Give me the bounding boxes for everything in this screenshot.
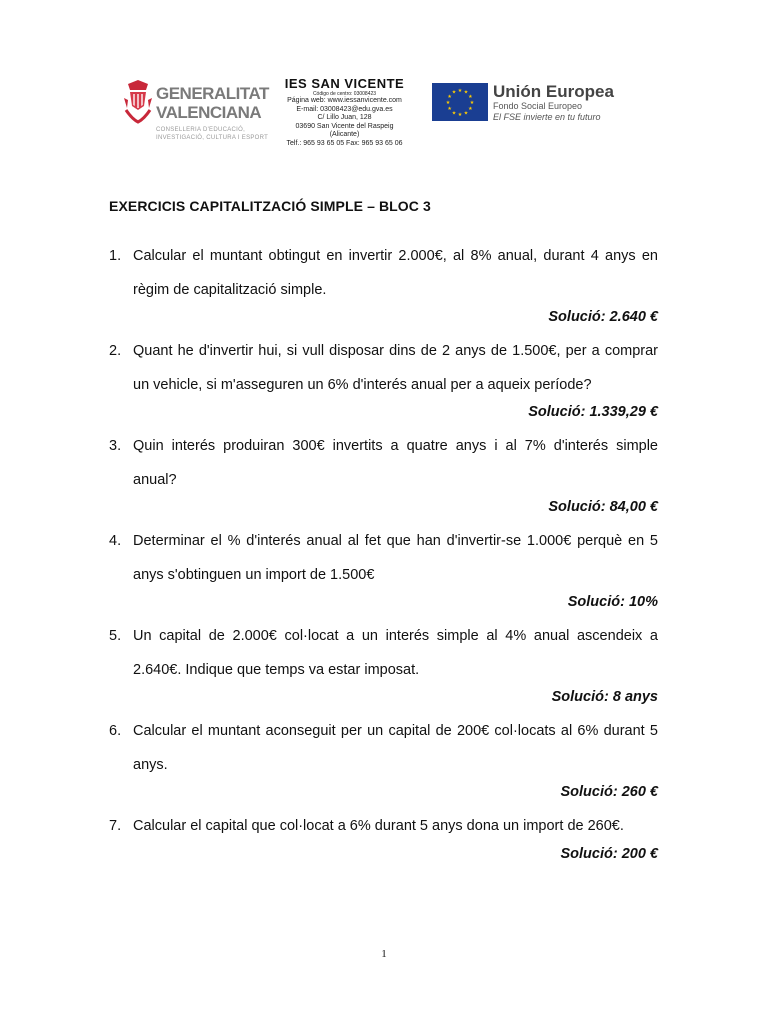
exercise-number: 7.: [109, 818, 122, 834]
exercise-text: Calcular el muntant obtingut en invertir 2.000€, al 8% anual, durant 4 anys en règim de capitalització simple.: [133, 248, 658, 298]
generalitat-emblem-icon: [124, 80, 152, 124]
exercise-text: Determinar el % d'interés anual al fet que han d'invertir-se 1.000€ perquè en 5 anys s'obtinguen un import de 1.500€: [133, 533, 658, 583]
exercise-number: 3.: [109, 438, 122, 454]
exercise-text: Calcular el muntant aconseguit per un capital de 200€ col·locats al 6% durant 5 anys.: [133, 723, 658, 773]
exercise-solution: Solució: 1.339,29 €: [528, 404, 658, 420]
eu-title: Unión Europea: [493, 82, 614, 101]
school-info: [272, 76, 417, 148]
eu-star-icon: ★: [463, 89, 469, 96]
eu-logo-text: [493, 82, 614, 123]
eu-star-icon: ★: [457, 112, 463, 118]
page-header: [0, 70, 768, 160]
eu-star-icon: ★: [468, 106, 473, 112]
generalitat-name-line2: VALENCIANA: [156, 103, 262, 122]
eu-subtitle: Fondo Social Europeo: [493, 101, 583, 111]
exercise-number: 4.: [109, 533, 122, 549]
exercise-item: [109, 240, 658, 327]
exercise-solution: Solució: 8 anys: [551, 689, 658, 705]
eu-star-icon: ★: [463, 110, 469, 117]
generalitat-logo: [124, 76, 269, 156]
school-phone: Telf.: 965 93 65 05 Fax: 965 93 65 06: [286, 139, 403, 147]
school-city: 03690 San Vicente del Raspeig: [295, 122, 394, 130]
exercise-number: 5.: [109, 628, 122, 644]
exercise-item: [109, 430, 658, 517]
school-web: Página web: www.iessanvicente.com: [287, 97, 402, 104]
eu-star-icon: ★: [447, 94, 452, 100]
eu-star-icon: ★: [447, 106, 452, 112]
exercise-text: Quin interés produiran 300€ invertits a quatre anys i al 7% d'interés simple anual?: [133, 438, 658, 488]
exercise-item: [109, 620, 658, 707]
exercise-item: [109, 525, 658, 612]
exercise-solution: Solució: 84,00 €: [548, 499, 658, 515]
eu-star-icon: ★: [451, 110, 457, 117]
generalitat-sub-line1: CONSELLERIA D'EDUCACIÓ,: [156, 127, 246, 133]
exercise-solution: Solució: 260 €: [560, 784, 658, 800]
school-province: (Alicante): [329, 131, 360, 138]
exercise-text: Un capital de 2.000€ col·locat a un interés simple al 4% anual ascendeix a 2.640€. Indique que temps va estar imposat.: [133, 628, 658, 678]
exercise-solution: Solució: 200 €: [560, 845, 658, 862]
exercise-number: 6.: [109, 723, 122, 739]
eu-star-icon: ★: [445, 100, 451, 106]
exercise-item: [109, 715, 658, 802]
eu-flag-icon: [432, 83, 488, 121]
eu-star-icon: ★: [457, 88, 463, 94]
exercise-text: Quant he d'invertir hui, si vull disposar dins de 2 anys de 1.500€, per a comprar un vehicle, si m'asseguren un 6% d'interés anual per a aqueix període?: [133, 343, 658, 393]
exercise-item: [109, 335, 658, 422]
school-street: C/ Lillo Juan, 128: [317, 114, 372, 121]
eu-star-icon: ★: [468, 94, 473, 100]
document-title: EXERCICIS CAPITALITZACIÓ SIMPLE – BLOC 3: [109, 198, 431, 214]
generalitat-name-line1: GENERALITAT: [156, 84, 269, 103]
exercise-list: [109, 240, 658, 872]
school-email: E-mail: 03008423@edu.gva.es: [296, 105, 393, 113]
eu-star-icon: ★: [469, 100, 475, 106]
exercise-number: 1.: [109, 248, 122, 264]
eu-slogan: El FSE invierte en tu futuro: [493, 112, 601, 122]
school-code: Código de centro: 03008423: [312, 91, 377, 97]
exercise-text: Calcular el capital que col·locat a 6% durant 5 anys dona un import de 260€.: [133, 818, 624, 834]
school-title: IES SAN VICENTE: [284, 76, 405, 91]
exercise-item: [109, 810, 658, 864]
eu-star-icon: ★: [451, 89, 457, 96]
exercise-solution: Solució: 2.640 €: [548, 309, 658, 325]
exercise-solution: Solució: 10%: [567, 594, 658, 610]
exercise-number: 2.: [109, 343, 122, 359]
generalitat-sub-line2: INVESTIGACIÓ, CULTURA I ESPORT: [156, 135, 269, 141]
page-number: 1: [381, 948, 387, 960]
